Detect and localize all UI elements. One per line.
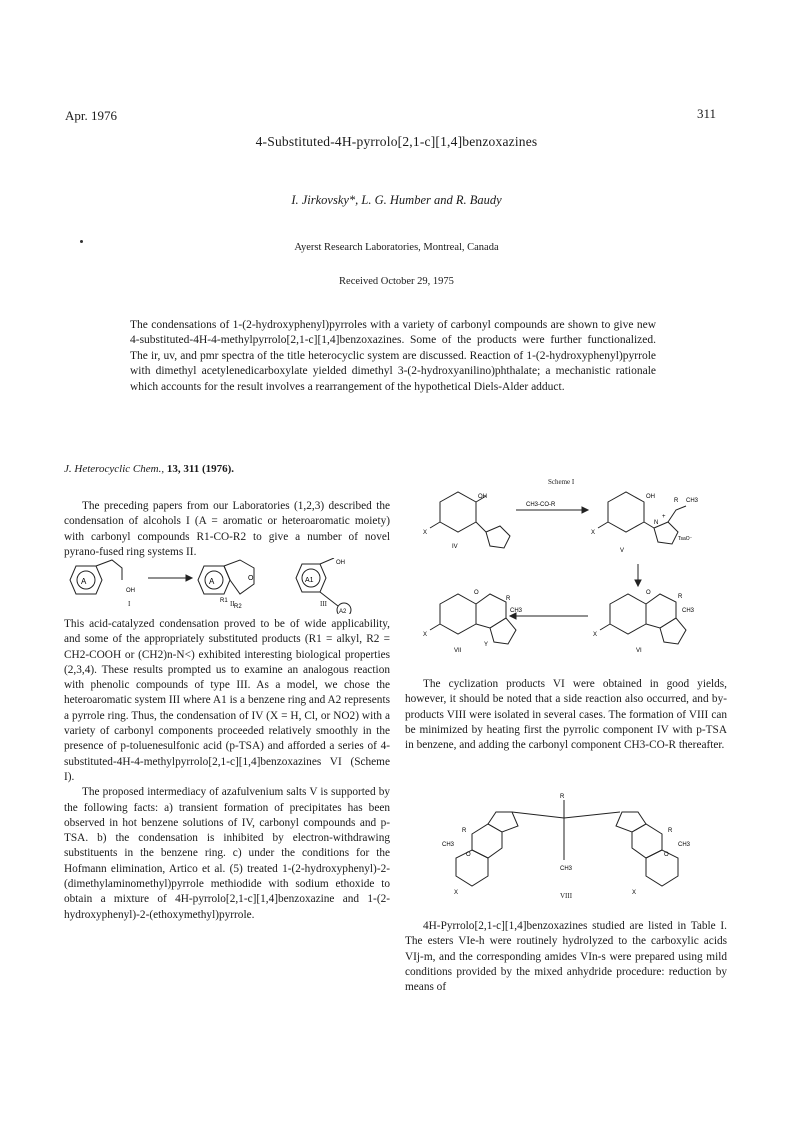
article-title: 4-Substituted-4H-pyrrolo[2,1-c][1,4]benzoxazines [255,134,538,149]
x-substituent-label: X [423,632,428,638]
x-substituent-label: X [591,530,596,536]
scheme-title: Scheme I [548,478,575,486]
r-label: R [668,828,673,834]
right-column-body [405,919,727,995]
compound-label-v: V [620,548,625,554]
page-number: 311 [697,106,717,121]
scheme-one [420,488,730,658]
r-label: R [674,498,679,504]
ch3-label: CH3 [442,842,455,848]
affiliation: Ayerst Research Laboratories, Montreal, Canada [294,242,499,253]
oxygen-label: O [474,590,479,596]
r-label: R [462,828,467,834]
oxygen-label: O [664,852,669,858]
left-column-body [64,617,390,923]
compound-label-ii: II [230,600,235,608]
paragraph: The cyclization products VI were obtained in good yields, however, it should be noted that a side reaction also occurred, and by-products VIII were isolated in several cases. The formation of VIII can be minimized by heating first the pyrrolic component IV with p-TSA in benzene, and adding the carbonyl component CH3-CO-R thereafter. [405,678,727,752]
byproduct-viii-structure [432,790,712,902]
journal-volume: 13, 311 (1976). [166,463,235,475]
x-substituent-label: X [632,890,637,896]
ring-label-a1: A1 [305,577,314,584]
authors: I. Jirkovsky*, L. G. Humber and R. Baudy [291,193,502,207]
oh-label: OH [478,494,487,500]
compound-label-viii: VIII [560,892,573,900]
plus-charge: + [662,514,666,520]
x-substituent-label: X [454,890,459,896]
counterion-label: TsaO⁻ [678,536,693,542]
r2-label: R2 [234,604,242,610]
journal-citation [64,463,234,475]
paragraph: 4H-Pyrrolo[2,1-c][1,4]benzoxazines studied are listed in Table I. The esters VIe-h were routinely hydrolyzed to the carboxylic acids VIj-m, and the corresponding amides VIn-s were prepared using mild conditions provided by the mixed anhydride procedure: reduction by means of [405,920,727,994]
compound-label-vi: VI [636,648,642,654]
oh-label: OH [646,494,655,500]
ch3-label: CH3 [686,498,699,504]
structures-figure [64,558,390,614]
r-label: R [560,794,565,800]
paragraph: This acid-catalyzed condensation proved to be of wide applicability, and some of the appropriately substituted products (R1 = alkyl, R2 = CH2-COOH or (CH2)n-N<) exhibited interesting biological properties (2,3,4). These results prompted us to examine an analogous reaction with phenolic compounds of type III. As a model, we chose the heteroaromatic system III where A1 is a benzene ring and A2 represents a pyrrole ring. Thus, the condensation of IV (X = H, Cl, or NO2) with a variety of carbonyl components proceeded relatively smoothly in the presence of p-toluenesulfonic acid (p-TSA) and afforded a series of 4-substituted-4H-4-methylpyrrolo[2,1-c][1,4]benzoxazines VI (Scheme I). [64,618,390,783]
left-column-top [64,499,390,560]
reagent-label: CH3-CO-R [526,502,556,508]
ring-oxygen-label: O [248,575,254,582]
oh-label: OH [126,588,135,594]
journal-date: Apr. 1976 [65,108,117,123]
x-substituent-label: X [423,530,428,536]
x-substituent-label: X [593,632,598,638]
r-label: R [678,594,683,600]
abstract: The condensations of 1-(2-hydroxyphenyl)pyrroles with a variety of carbonyl compounds are shown to give new 4-substituted-4H-4-methylpyrrolo[2,1-c][1,4]benzoxazines. Some of the products were further functionalized. The ir, uv, and pmr spectra of the title heterocyclic system are discussed. Reaction of 1-(2-hydroxyphenyl)pyrrole with dimethyl acetylenedicarboxylate yielded dimethyl 3-(2-hydroxyanilino)phthalate; a mechanistic rationale which accounts for the result involves a rearrangement of the hypothetical Diels-Alder adduct. [130,319,656,393]
r-label: R [506,596,511,602]
compound-label-iii: III [320,600,327,608]
oh-label: OH [336,560,345,566]
nitrogen-label: N [654,520,659,526]
right-column-top [405,677,727,753]
received-date: Received October 29, 1975 [339,276,454,287]
y-substituent-label: Y [484,642,489,648]
ch3-label: CH3 [682,608,695,614]
ch3-label: CH3 [678,842,691,848]
ch3-label: CH3 [510,608,523,614]
r1-label: R1 [220,598,228,604]
ring-label-a: A [81,577,87,586]
compound-label-vii: VII [454,648,462,654]
compound-label-iv: IV [452,544,458,550]
journal-name: J. Heterocyclic Chem., [64,463,165,475]
oxygen-label: O [466,852,471,858]
paragraph: The proposed intermediacy of azafulvenium salts V is supported by the following facts: a) transient formation of precipitates has been observed in hot benzene solutions of IV, carbonyl compounds and p-TSA. b) the condensation is inhibited by electron-withdrawing substituents in the benzene ring. c) under the conditions for the Hofmann elimination, Artico et al. (5) treated 1-(2-hydroxyphenyl)-2-(dimethylaminomethyl)pyrrole methiodide with sodium ethoxide to obtain a mixture of 4H-pyrrolo[2,1-c][1,4]benzoxazine and 1-(2-hydroxyphenyl)-2-(ethoxymethyl)pyrrole. [64,786,390,921]
compound-label-i: I [128,600,131,608]
oxygen-label: O [646,590,651,596]
ch3-label: CH3 [560,866,573,872]
ring-label-a: A [209,577,215,586]
paragraph: The preceding papers from our Laboratories (1,2,3) described the condensation of alcohols I (A = aromatic or heteroaromatic moiety) with carbonyl compounds R1-CO-R2 to give a number of novel pyrano-fused ring systems II. [64,500,390,558]
ring-label-a2: A2 [339,609,347,614]
